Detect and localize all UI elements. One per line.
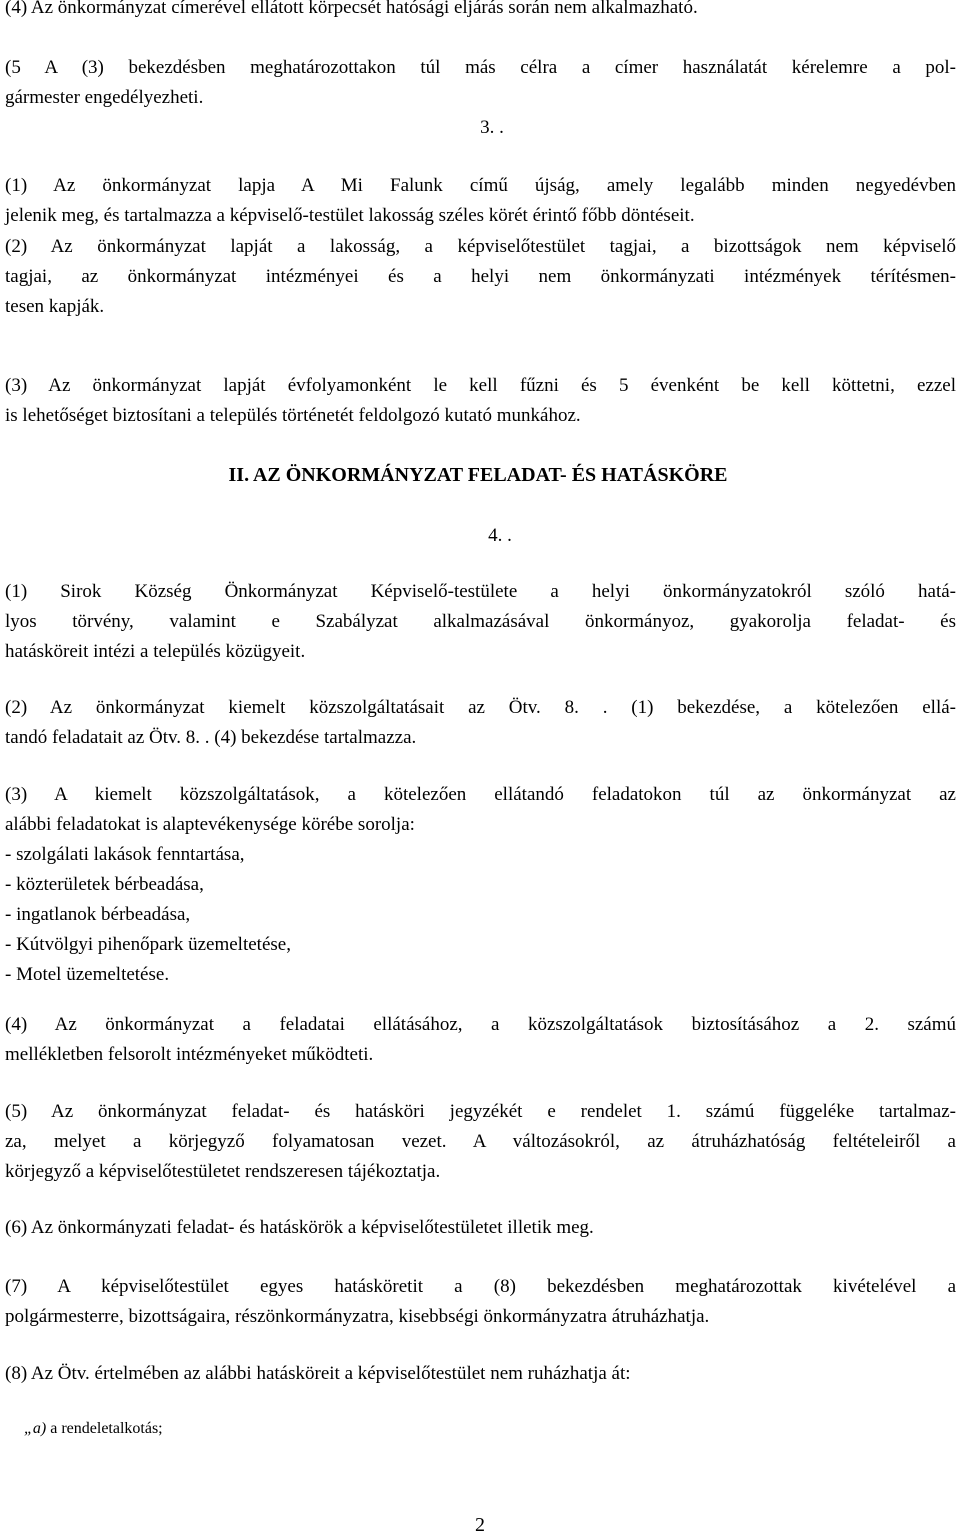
text-line: (5) Az önkormányzat feladat- és hatásköri jegyzékét e rendelet 1. számú függeléke tartalmaz- (5, 1101, 956, 1122)
section-4-paragraph-6 (5, 1213, 956, 1243)
text-line: is lehetőséget biztosítani a település történetét feldolgozó kutató munkához. (5, 405, 581, 426)
text-line: (3) A kiemelt közszolgáltatások, a kötelezően ellátandó feladatokon túl az önkormányzat az (5, 784, 956, 805)
text-line: (2) Az önkormányzat kiemelt közszolgáltatásait az Ötv. 8. . (1) bekezdése, a kötelezően ellá- (5, 697, 956, 718)
item-text: a rendeletalkotás; (46, 1420, 163, 1437)
text-line: (1) Sirok Község Önkormányzat Képviselő-testülete a helyi önkormányzatokról szóló hatá- (5, 581, 956, 602)
text-line: tesen kapják. (5, 296, 105, 317)
section-4-paragraph-8 (5, 1359, 956, 1389)
text-line: (7) A képviselőtestület egyes hatásköretit a (8) bekezdésben meghatározottak kivételével a (5, 1276, 956, 1297)
section-4-paragraph-5 (5, 1097, 956, 1187)
section-3-paragraph-1 (5, 171, 956, 231)
text-line: mellékletben felsorolt intézményeket működteti. (5, 1044, 374, 1065)
text-line: (4) Az önkormányzat címerével ellátott körpecsét hatósági eljárás során nem alkalmazható. (5, 0, 698, 18)
page-number: 2 (475, 1514, 485, 1536)
text-line: (4) Az önkormányzat a feladatai ellátásához, a közszolgáltatások biztosításához a 2. számú (5, 1014, 956, 1035)
list-item: - közterületek bérbeadása, (5, 874, 204, 895)
text-line: (1) Az önkormányzat lapja A Mi Falunk című újság, amely legalább minden negyedévben (5, 175, 956, 196)
list-item: - Motel üzemeltetése. (5, 964, 170, 985)
section-4-paragraph-3 (5, 780, 956, 990)
paragraph-4-4 (5, 0, 956, 23)
text-line: (5 A (3) bekezdésben meghatározottakon túl más célra a címer használatát kérelemre a pol- (5, 57, 956, 78)
text-line: (8) Az Ötv. értelmében az alábbi hatásköreit a képviselőtestület nem ruházhatja át: (5, 1363, 631, 1384)
section-4-paragraph-1 (5, 577, 956, 667)
text-line: (6) Az önkormányzati feladat- és hatáskörök a képviselőtestületet illetik meg. (5, 1217, 594, 1238)
text-line: alábbi feladatokat is alaptevékenysége körébe sorolja: (5, 814, 415, 835)
text-line: (3) Az önkormányzat lapját évfolyamonként le kell fűzni és 5 évenként be kell köttetni, ezzel (5, 375, 956, 396)
text-line: tandó feladatait az Ötv. 8. . (4) bekezdése tartalmazza. (5, 727, 417, 748)
list-item: - szolgálati lakások fenntartása, (5, 844, 245, 865)
item-marker: „a) (24, 1420, 47, 1437)
list-item-a (24, 1417, 163, 1441)
chapter-title: II. AZ ÖNKORMÁNYZAT FELADAT- ÉS HATÁSKÖRE (228, 464, 728, 486)
section-4-paragraph-7 (5, 1272, 956, 1332)
section-3-paragraph-3 (5, 371, 956, 431)
text-line: körjegyző a képviselőtestületet rendszeresen tájékoztatja. (5, 1161, 441, 1182)
list-item: - Kútvölgyi pihenőpark üzemeltetése, (5, 934, 291, 955)
text-line: jelenik meg, és tartalmazza a képviselő-testület lakosság széles körét érintő főbb döntéseit. (5, 205, 695, 226)
text-line: gármester engedélyezheti. (5, 87, 204, 108)
section-3-paragraph-2 (5, 232, 956, 322)
text-line: lyos törvény, valamint e Szabályzat alkalmazásával önkormányoz, gyakorolja feladat- és (5, 611, 956, 632)
section-4-paragraph-4 (5, 1010, 956, 1070)
text-line: (2) Az önkormányzat lapját a lakosság, a képviselőtestület tagjai, a bizottságok nem képviselő (5, 236, 956, 257)
section-4-title: 4. . (488, 525, 512, 546)
section-4-paragraph-2 (5, 693, 956, 753)
text-line: hatásköreit intézi a település közügyeit. (5, 641, 306, 662)
section-3-title: 3. . (480, 117, 504, 138)
paragraph-4-5 (5, 53, 956, 113)
text-line: polgármesterre, bizottságaira, részönkormányzatra, kisebbségi önkormányzatra átruházhatja. (5, 1306, 710, 1327)
list-item: - ingatlanok bérbeadása, (5, 904, 191, 925)
text-line: tagjai, az önkormányzat intézményei és a helyi nem önkormányzati intézmények térítésmen- (5, 266, 956, 287)
text-line: za, melyet a körjegyző folyamatosan vezet. A változásokról, az átruházhatóság feltételeiről a (5, 1131, 956, 1152)
